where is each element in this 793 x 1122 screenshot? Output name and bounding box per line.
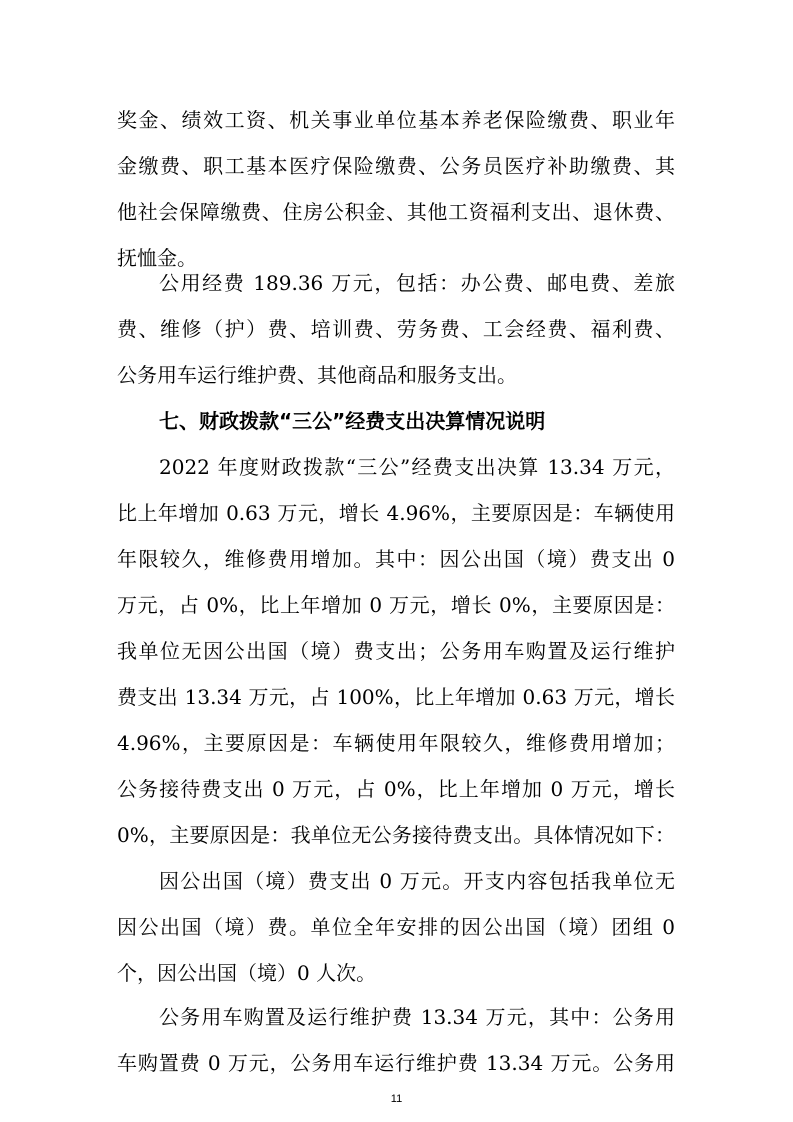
- text-line: 万元，占 0%，比上年增加 0 万元，增长 0%，主要原因是：: [117, 593, 675, 617]
- text-line: 比上年增加 0.63 万元，增长 4.96%，主要原因是：车辆使用: [117, 501, 675, 525]
- text-line: 公用经费 189.36 万元，包括：办公费、邮电费、差旅: [159, 271, 675, 295]
- text-line: 费、维修（护）费、培训费、劳务费、工会经费、福利费、: [117, 317, 675, 341]
- text-line: 公务用车购置及运行维护费 13.34 万元，其中：公务用: [159, 1005, 675, 1029]
- text-line: 因公出国（境）费支出 0 万元。开支内容包括我单位无: [159, 869, 675, 893]
- text-line: 年限较久，维修费用增加。其中：因公出国（境）费支出 0: [117, 547, 675, 571]
- page-number: 11: [390, 1093, 403, 1105]
- text-line: 公务接待费支出 0 万元，占 0%，比上年增加 0 万元，增长: [117, 777, 675, 801]
- text-line: 个，因公出国（境）0 人次。: [117, 961, 377, 985]
- section-heading: 七、财政拨款“三公”经费支出决算情况说明: [159, 409, 546, 433]
- text-line: 因公出国（境）费。单位全年安排的因公出国（境）团组 0: [117, 915, 675, 939]
- text-line: 公务用车运行维护费、其他商品和服务支出。: [117, 363, 517, 387]
- text-line: 0%，主要原因是：我单位无公务接待费支出。具体情况如下：: [117, 823, 675, 847]
- text-line: 费支出 13.34 万元，占 100%，比上年增加 0.63 万元，增长: [117, 685, 675, 709]
- text-line: 我单位无因公出国（境）费支出；公务用车购置及运行维护: [117, 639, 675, 663]
- text-line: 金缴费、职工基本医疗保险缴费、公务员医疗补助缴费、其: [117, 154, 675, 178]
- text-line: 抚恤金。: [117, 246, 197, 270]
- text-line: 4.96%，主要原因是：车辆使用年限较久，维修费用增加；: [117, 731, 675, 755]
- text-line: 2022 年度财政拨款“三公”经费支出决算 13.34 万元，: [159, 455, 675, 479]
- text-line: 车购置费 0 万元，公务用车运行维护费 13.34 万元。公务用: [117, 1051, 675, 1075]
- text-line: 奖金、绩效工资、机关事业单位基本养老保险缴费、职业年: [117, 108, 675, 132]
- text-line: 他社会保障缴费、住房公积金、其他工资福利支出、退休费、: [117, 200, 675, 224]
